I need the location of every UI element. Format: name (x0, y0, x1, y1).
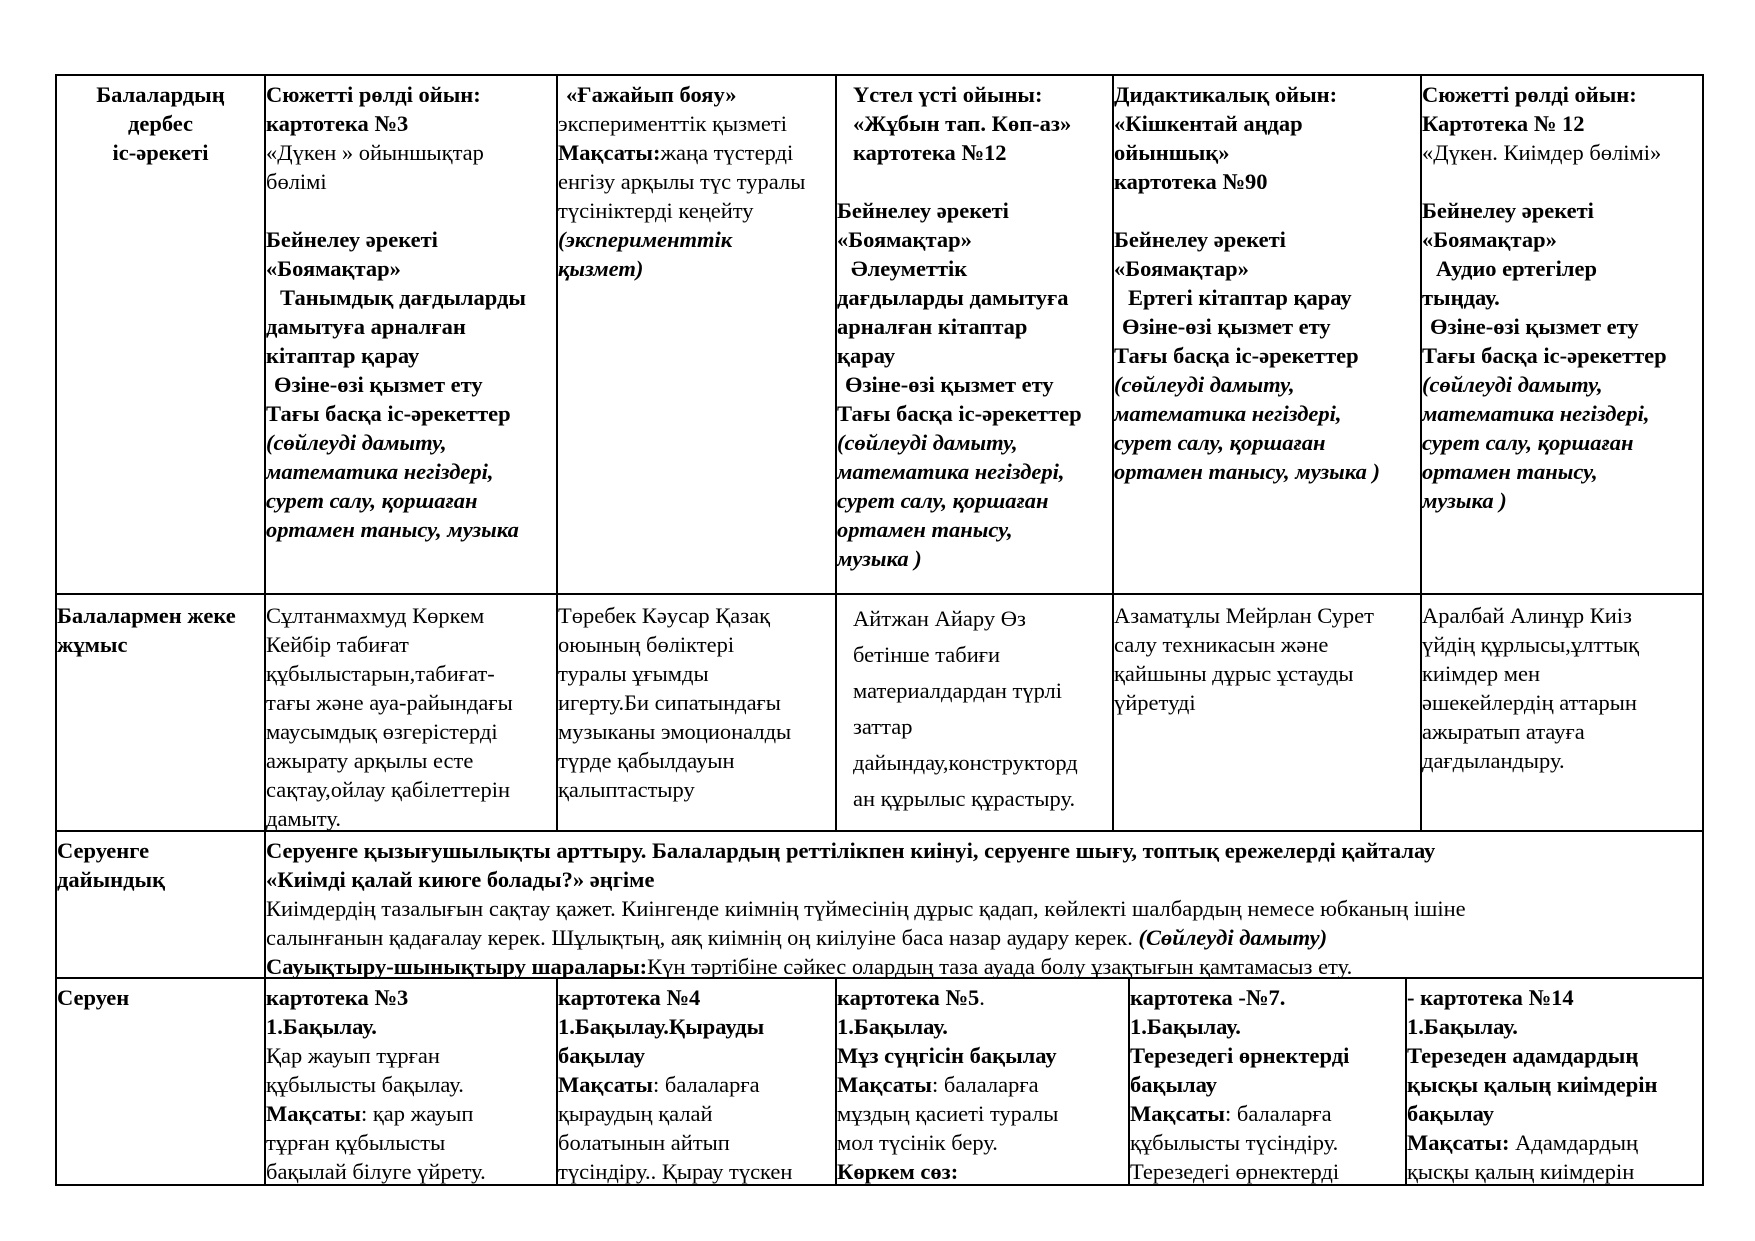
note-line: (эксперименттік (558, 227, 733, 252)
card-number: картотека №3 (266, 111, 409, 136)
books-line: Танымдық дағдыларды (280, 285, 526, 310)
spacer (837, 167, 1082, 196)
art-name: «Боямақтар» (266, 256, 401, 281)
text-line: Терезедегі өрнектерді (1130, 1159, 1340, 1184)
card-number: картотека -№7. (1130, 985, 1286, 1010)
table-border-right (1702, 74, 1704, 1186)
text-line: Кейбір табиғат (266, 632, 409, 657)
text-line: «Дүкен » ойыншықтар (266, 140, 484, 165)
label-line: Серуен (57, 985, 130, 1010)
game-title: Сюжетті рөлді ойын: (266, 82, 481, 107)
books-line: дағдыларды дамытуға (837, 285, 1069, 310)
goal-label: Мақсаты (1130, 1101, 1225, 1126)
art-name: «Боямақтар» (1114, 256, 1249, 281)
health-text: Күн тәртібіне сәйкес олардың таза ауада болу ұзақтығын қамтамасыз ету. (647, 954, 1353, 979)
text-line: игерту.Би сипатындағы (558, 690, 781, 715)
text-line: Айтжан Айару Өз (853, 606, 1026, 631)
text-line: ан құрылыс құрастыру. (853, 786, 1076, 811)
text-line: салу техникасын және (1114, 632, 1329, 657)
walk-col4 (1130, 983, 1349, 1186)
spacer (1114, 196, 1380, 225)
text-line: Азаматұлы Мейрлан Сурет (1114, 603, 1375, 628)
independent-col1 (266, 80, 526, 544)
walk-prep-heading: Серуенге қызығушылықты арттыру. Балалардың реттілікпен киінуі, серуенге шығу, топтық ережелерді қайталау (266, 838, 1436, 863)
self-care: Өзіне-өзі қызмет ету (274, 372, 483, 397)
game-title: Үстел үсті ойыны: (853, 82, 1043, 107)
label-line: жұмыс (57, 632, 128, 657)
game-title: Сюжетті рөлді ойын: (1422, 82, 1637, 107)
text-line: қыраудың қалай (558, 1101, 713, 1126)
text-line: тағы және ауа-райындағы (266, 690, 513, 715)
text-line: музыканы эмоционалды (558, 719, 792, 744)
row-divider (55, 593, 1704, 595)
individual-col5 (1422, 601, 1639, 775)
row-label-walk-prep (57, 836, 165, 894)
walk-prep-note: (Сөйлеуді дамыту) (1138, 925, 1328, 950)
text-line: бөлімі (266, 169, 327, 194)
goal-label: Мақсаты: (558, 140, 661, 165)
subjects-line: (сөйлеуді дамыту, (837, 430, 1018, 455)
card-number: картотека №4 (558, 985, 701, 1010)
art-word-label: Көркем сөз: (837, 1159, 959, 1184)
text-line: дамыту. (266, 806, 341, 831)
goal-label: Мақсаты (837, 1072, 932, 1097)
subjects-line: музыка ) (837, 546, 922, 571)
card-number: картотека №3 (266, 985, 409, 1010)
text-line: құбылысты түсіндіру. (1130, 1130, 1339, 1155)
text-line: Сұлтанмахмуд Көркем (266, 603, 485, 628)
walk-col5 (1407, 983, 1657, 1186)
individual-col2 (558, 601, 791, 804)
art-title: Бейнелеу әрекеті (266, 227, 438, 252)
text-line: оюының бөліктері (558, 632, 735, 657)
label-line: Балалардың (96, 82, 225, 107)
experiment-title: «Ғажайып бояу» (566, 82, 737, 107)
text-line: киімдер мен (1422, 661, 1541, 686)
observation-title: қысқы қалың киімдерін (1407, 1072, 1658, 1097)
goal-text: : балаларға (1225, 1101, 1332, 1126)
text-line: құбылысты бақылау. (266, 1072, 464, 1097)
row-label-walk (57, 983, 129, 1012)
game-title: Дидактикалық ойын: (1114, 82, 1338, 107)
text-line: енгізу арқылы түс туралы (558, 169, 806, 194)
individual-col3 (853, 601, 1078, 817)
books-line: Әлеуметтік (851, 256, 968, 281)
walk-prep-talk: «Киімді қалай киюге болады?» әңгіме (266, 867, 655, 892)
audio-line: тыңдау. (1422, 285, 1500, 310)
text-line: қысқы қалың киімдерін (1407, 1159, 1635, 1184)
individual-col1 (266, 601, 513, 833)
self-care: Өзіне-өзі қызмет ету (1430, 314, 1639, 339)
audio-line: Аудио ертегілер (1436, 256, 1598, 281)
text-line: дағдыландыру. (1422, 748, 1565, 773)
subjects-line: ортамен танысу, (1422, 459, 1598, 484)
subjects-line: музыка ) (1422, 488, 1507, 513)
independent-col3 (837, 80, 1082, 573)
health-label: Сауықтыру-шынықтыру шаралары: (266, 954, 648, 979)
text-line: сақтау,ойлау қабілеттерін (266, 777, 511, 802)
subjects-line: математика негіздері, (266, 459, 494, 484)
subjects-line: сурет салу, қоршаған (1114, 430, 1326, 455)
text-line: құбылыстарын,табиғат- (266, 661, 495, 686)
text-line: әшекейлердің аттарын (1422, 690, 1637, 715)
observation-title: Терезедегі өрнектерді (1130, 1043, 1350, 1068)
other-activities: Тағы басқа іс-әрекеттер (837, 401, 1082, 426)
art-title: Бейнелеу әрекеті (1422, 198, 1594, 223)
text-line: ажыратып атауға (1422, 719, 1585, 744)
subjects-line: ортамен танысу, (837, 517, 1013, 542)
card-number: Картотека № 12 (1422, 111, 1585, 136)
walk-prep-body: Киімдердің тазалығын сақтау қажет. Киінгенде киімнің түймесінің дұрыс қадап, көйлекті шалбардың немесе юбканың ішіне (266, 896, 1466, 921)
label-line: дербес (127, 111, 194, 136)
books-line: Ертегі кітаптар қарау (1128, 285, 1352, 310)
subjects-line: ортамен танысу, музыка (266, 517, 519, 542)
independent-col5 (1422, 80, 1667, 515)
game-name: ойыншық» (1114, 140, 1230, 165)
text-line: үйдің құрлысы,ұлттық (1422, 632, 1640, 657)
walk-col1 (266, 983, 486, 1186)
text-line: болатынын айтып (558, 1130, 730, 1155)
game-name: «Жұбын тап. Көп-аз» (853, 111, 1072, 136)
text-line: Қар жауып тұрған (266, 1043, 440, 1068)
other-activities: Тағы басқа іс-әрекеттер (1114, 343, 1359, 368)
observation-title: Терезеден адамдардың (1407, 1043, 1639, 1068)
label-line: Серуенге (57, 838, 150, 863)
text-line: Аралбай Алинұр Киіз (1422, 603, 1632, 628)
text-line: түсіндіру.. Қырау түскен (558, 1159, 793, 1184)
text-line: бетінше табиғи (853, 642, 1001, 667)
goal-text: Адамдардың (1509, 1130, 1639, 1155)
row-label-independent (57, 80, 264, 167)
art-name: «Боямақтар» (837, 227, 972, 252)
text-line: түрде қабылдауын (558, 748, 735, 773)
card-number: картотека №12 (853, 140, 1007, 165)
text-line: «Дүкен. Киімдер бөлімі» (1422, 140, 1662, 165)
card-number: картотека №5 (837, 985, 980, 1010)
table-border-top (55, 74, 1704, 76)
subjects-line: сурет салу, қоршаған (837, 488, 1049, 513)
text-line: туралы ұғымды (558, 661, 709, 686)
label-line: Балалармен жеке (57, 603, 236, 628)
goal-label: Мақсаты: (1407, 1130, 1510, 1155)
text-line: заттар (853, 714, 913, 739)
observation-title: 1.Бақылау. (1407, 1014, 1518, 1039)
walk-col2 (558, 983, 792, 1186)
subjects-line: математика негіздері, (1422, 401, 1650, 426)
art-name: «Боямақтар» (1422, 227, 1557, 252)
goal-text: жаңа түстерді (660, 140, 794, 165)
goal-text: : балаларға (653, 1072, 760, 1097)
books-line: дамытуға арналған (266, 314, 466, 339)
text-line: тұрған құбылысты (266, 1130, 446, 1155)
row-label-individual (57, 601, 236, 659)
walk-prep-content (266, 836, 1466, 981)
text-line: мол түсінік беру. (837, 1130, 998, 1155)
self-care: Өзіне-өзі қызмет ету (845, 372, 1054, 397)
note-line: қызмет) (558, 256, 644, 281)
subjects-line: ортамен танысу, музыка ) (1114, 459, 1380, 484)
observation-title: 1.Бақылау. (1130, 1014, 1241, 1039)
label-line: дайындық (57, 867, 166, 892)
self-care: Өзіне-өзі қызмет ету (1122, 314, 1331, 339)
game-name: «Кішкентай аңдар (1114, 111, 1303, 136)
subjects-line: математика негіздері, (837, 459, 1065, 484)
subjects-line: сурет салу, қоршаған (266, 488, 478, 513)
books-line: қарау (837, 343, 896, 368)
observation-title: бақылау (1130, 1072, 1218, 1097)
observation-title: 1.Бақылау. (837, 1014, 948, 1039)
individual-col4 (1114, 601, 1374, 717)
art-title: Бейнелеу әрекеті (1114, 227, 1286, 252)
goal-label: Мақсаты (266, 1101, 361, 1126)
card-number: - картотека №14 (1407, 985, 1574, 1010)
text-line: Төребек Кәусар Қазақ (558, 603, 771, 628)
other-activities: Тағы басқа іс-әрекеттер (266, 401, 511, 426)
subjects-line: (сөйлеуді дамыту, (1114, 372, 1295, 397)
observation-title: бақылау (1407, 1101, 1495, 1126)
goal-label: Мақсаты (558, 1072, 653, 1097)
goal-text: : балаларға (932, 1072, 1039, 1097)
subjects-line: математика негіздері, (1114, 401, 1342, 426)
subjects-line: сурет салу, қоршаған (1422, 430, 1634, 455)
text-line: түсініктерді кеңейту (558, 198, 754, 223)
goal-text: : қар жауып (361, 1101, 474, 1126)
card-dot: . (979, 985, 985, 1010)
books-line: арналған кітаптар (837, 314, 1028, 339)
text-line: қалыптастыру (558, 777, 695, 802)
walk-col3 (837, 983, 1058, 1186)
books-line: кітаптар қарау (266, 343, 420, 368)
art-title: Бейнелеу әрекеті (837, 198, 1009, 223)
label-line: іс-әрекеті (112, 140, 209, 165)
text-line: бақылай білуге үйрету. (266, 1159, 486, 1184)
spacer (266, 196, 526, 225)
independent-col4 (1114, 80, 1380, 486)
observation-title: бақылау (558, 1043, 646, 1068)
observation-title: Мұз сүңгісін бақылау (837, 1043, 1057, 1068)
text-line: қайшыны дұрыс ұстауды (1114, 661, 1354, 686)
observation-title: 1.Бақылау.Қырауды (558, 1014, 765, 1039)
independent-col2 (558, 80, 805, 283)
subjects-line: (сөйлеуді дамыту, (1422, 372, 1603, 397)
other-activities: Тағы басқа іс-әрекеттер (1422, 343, 1667, 368)
subjects-line: (сөйлеуді дамыту, (266, 430, 447, 455)
text-line: маусымдық өзгерістерді (266, 719, 498, 744)
text-line: ажырату арқылы есте (266, 748, 474, 773)
spacer (1422, 167, 1667, 196)
card-number: картотека №90 (1114, 169, 1268, 194)
text-line: эксперименттік қызметі (558, 111, 787, 136)
observation-title: 1.Бақылау. (266, 1014, 377, 1039)
walk-prep-body: салынғанын қадағалау керек. Шұлықтың, аяқ киімнің оң киілуіне баса назар аудару керек. (266, 925, 1139, 950)
text-line: дайындау,конструкторд (853, 750, 1078, 775)
text-line: үйретуді (1114, 690, 1196, 715)
text-line: мұздың қасиеті туралы (837, 1101, 1059, 1126)
text-line: материалдардан түрлі (853, 678, 1063, 703)
